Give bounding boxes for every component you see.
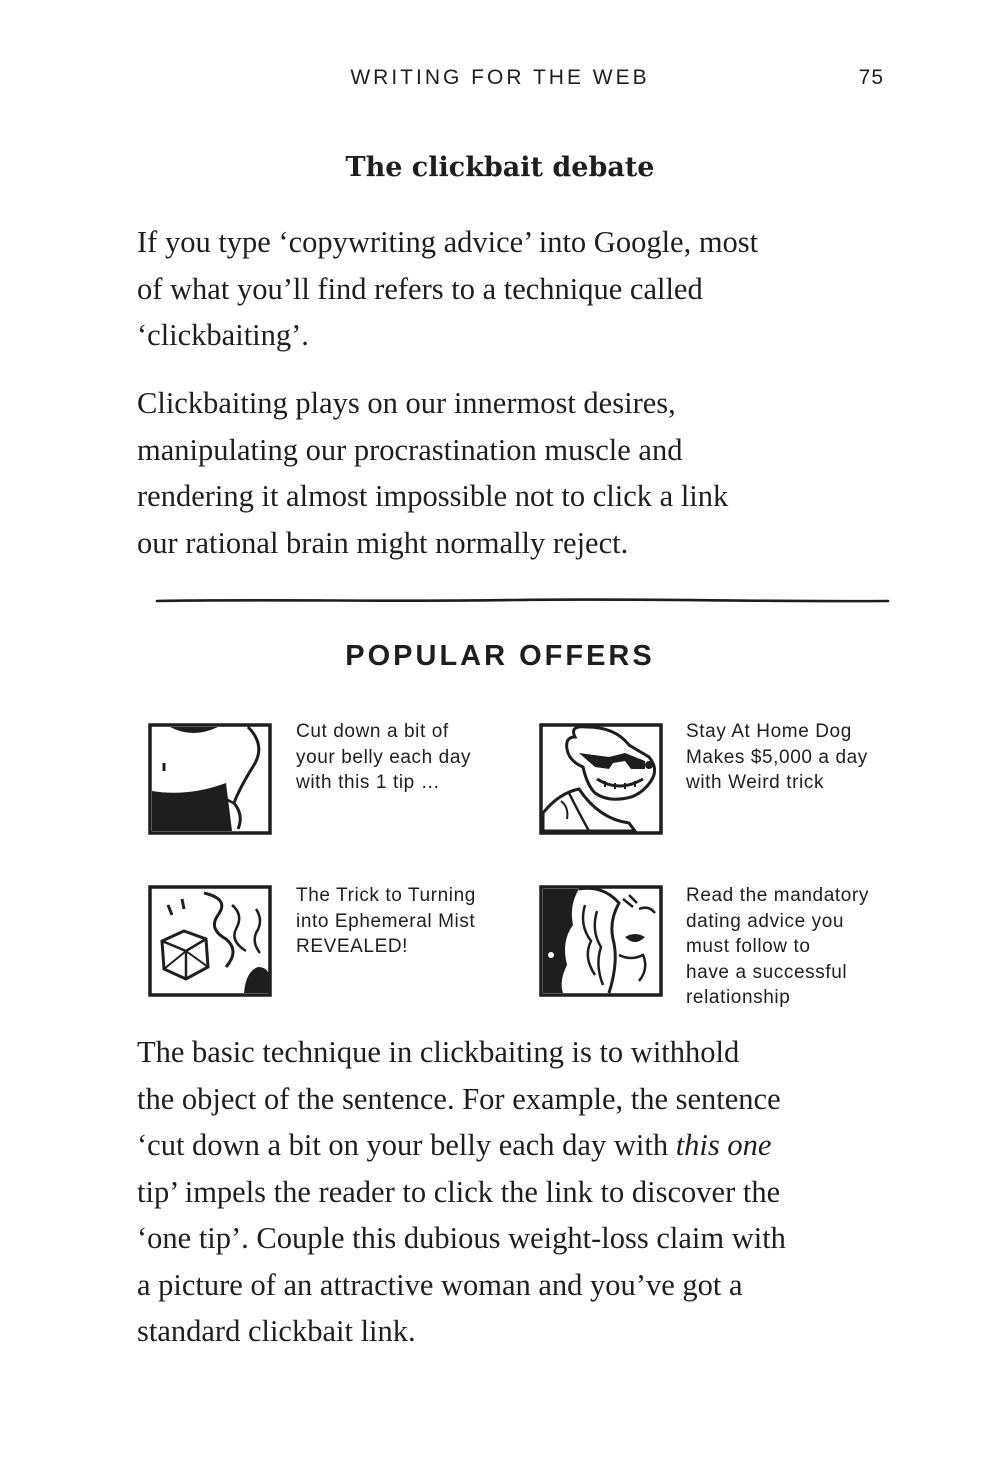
woman-illustration [539,885,663,997]
offer-caption-line: dating advice you [686,910,845,932]
text-segment: ‘cut down a bit on your belly each day with [137,1128,676,1162]
divider-line [155,596,890,606]
offer-caption-line: REVEALED! [296,936,409,957]
text-line: standard clickbait link. [137,1314,416,1348]
text-line: If you type ‘copywriting advice’ into Google, most [137,225,759,259]
text-line: ‘one tip’. Couple this dubious weight-loss claim with [137,1221,786,1255]
offer-caption-line: Cut down a bit of [296,721,449,742]
offer-caption-line: Read the mandatory [686,885,869,906]
text-line: ‘clickbaiting’. [137,318,309,352]
popular-offers-heading: POPULAR OFFERS [345,640,655,672]
offer-caption-line: with Weird trick [686,772,825,793]
offer-caption-line: into Ephemeral Mist [296,910,476,932]
crystal-mist-illustration [148,885,272,997]
text-line: rendering it almost impossible not to click a link [137,479,729,513]
offer-caption-line: Makes $5,000 a day [686,746,868,768]
text-line: the object of the sentence. For example, the sentence [137,1081,781,1116]
belly-illustration [148,723,272,835]
offer-caption[interactable] [296,883,476,960]
intro-paragraph-1 [137,219,907,359]
offer-caption-line: your belly each day [296,746,472,768]
text-line: tip’ impels the reader to click the link to discover the [137,1174,781,1209]
text-line: a picture of an attractive woman and you’ve got a [137,1267,743,1302]
offer-caption-line: must follow to [686,936,811,957]
running-head [0,66,1000,100]
running-title: WRITING FOR THE WEB [350,66,650,89]
closing-paragraph [137,1029,907,1355]
offer-caption-line: with this 1 tip … [296,772,441,793]
section-heading: The clickbait debate [345,152,655,183]
dog-sunglasses-illustration [539,723,663,835]
offer-caption[interactable] [296,719,471,796]
offer-caption-line: Stay At Home Dog [686,721,852,742]
offer-caption-line: The Trick to Turning [296,885,476,906]
offer-caption[interactable] [686,719,868,796]
emphasis-text: this one [675,1128,772,1162]
page-number: 75 [858,66,884,89]
offer-caption[interactable] [686,883,869,1011]
text-line: manipulating our procrastination muscle and [137,432,683,467]
text-line: The basic technique in clickbaiting is to withhold [137,1035,740,1069]
text-line: our rational brain might normally reject. [137,525,629,560]
text-line: Clickbaiting plays on our innermost desires, [137,386,676,420]
offer-caption-line: have a successful [686,961,848,983]
text-line [137,1122,907,1169]
text-line: of what you’ll find refers to a technique called [137,271,703,306]
intro-paragraph-2 [137,380,907,566]
offer-caption-line: relationship [686,987,791,1008]
